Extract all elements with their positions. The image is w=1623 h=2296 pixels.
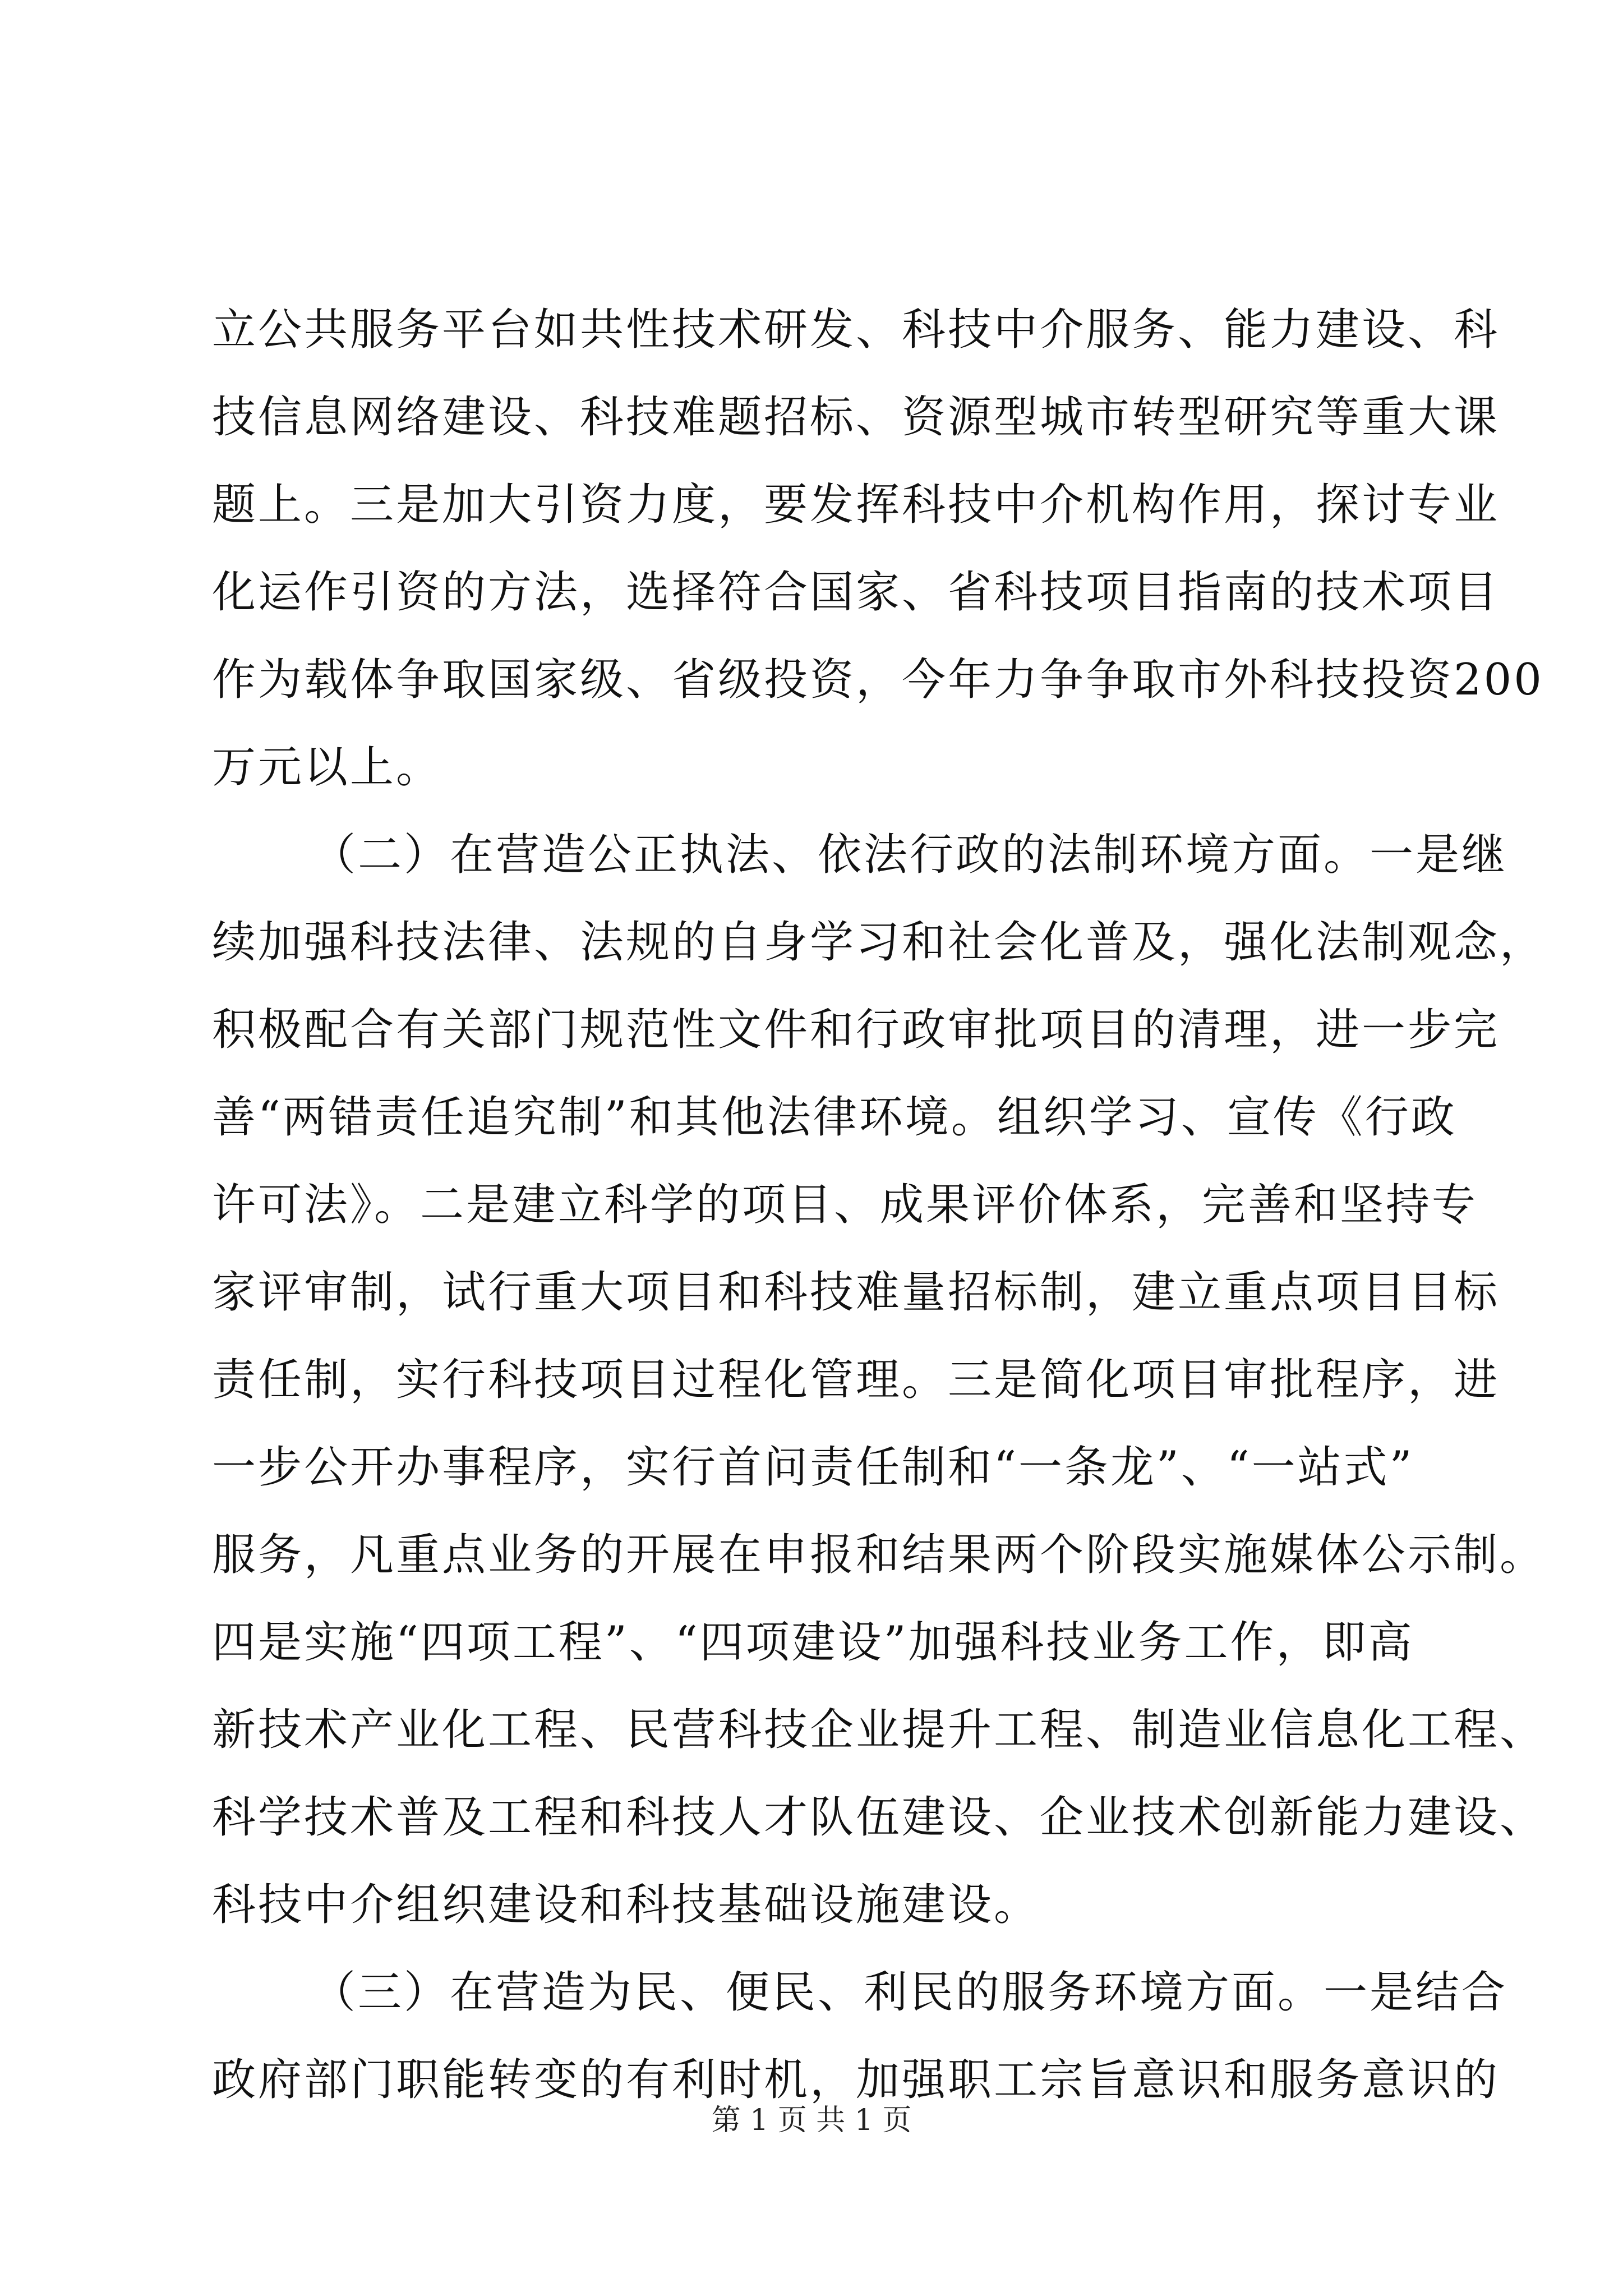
text-line: 服务，凡重点业务的开展在申报和结果两个阶段实施媒体公示制。: [212, 1530, 1546, 1580]
text-line: 科学技术普及工程和科技人才队伍建设、企业技术创新能力建设、: [212, 1792, 1546, 1843]
text-line: 技信息网络建设、科技难题招标、资源型城市转型研究等重大课: [212, 392, 1500, 443]
text-line: 题上。三是加大引资力度，要发挥科技中介机构作用，探讨专业: [212, 480, 1500, 530]
text-line: 化运作引资的方法，选择符合国家、省科技项目指南的技术项目: [212, 567, 1500, 618]
text-line: 责任制，实行科技项目过程化管理。三是简化项目审批程序，进: [212, 1355, 1500, 1405]
text-line: 作为载体争取国家级、省级投资，今年力争争取市外科技投资200: [212, 655, 1544, 705]
text-line: 四是实施“四项工程”、“四项建设”加强科技业务工作，即高: [212, 1617, 1414, 1668]
text-line: 续加强科技法律、法规的自身学习和社会化普及，强化法制观念，: [212, 917, 1546, 968]
text-line: 许可法》。二是建立科学的项目、成果评价体系，完善和坚持专: [212, 1180, 1478, 1230]
text-line: 万元以上。: [212, 742, 442, 793]
text-line: 家评审制，试行重大项目和科技难量招标制，建立重点项目目标: [212, 1267, 1500, 1318]
text-line: 新技术产业化工程、民营科技企业提升工程、制造业信息化工程、: [212, 1705, 1546, 1755]
paragraph-first-line: （三）在营造为民、便民、利民的服务环境方面。一是结合: [312, 1967, 1508, 2018]
text-line: 政府部门职能转变的有利时机，加强职工宗旨意识和服务意识的: [212, 2055, 1500, 2105]
text-line: 积极配合有关部门规范性文件和行政审批项目的清理，进一步完: [212, 1005, 1500, 1055]
page-number-footer: 第 1 页 共 1 页: [711, 2104, 912, 2137]
text-line: 立公共服务平台如共性技术研发、科技中介服务、能力建设、科: [212, 305, 1500, 355]
document-body: [212, 286, 1546, 2124]
paragraph-first-line: （二）在营造公正执法、依法行政的法制环境方面。一是继: [312, 830, 1508, 880]
text-line: 科技中介组织建设和科技基础设施建设。: [212, 1880, 1040, 1930]
text-line: 一步公开办事程序，实行首问责任制和“一条龙”、“一站式”: [212, 1442, 1414, 1493]
text-line: 善“两错责任追究制”和其他法律环境。组织学习、宣传《行政: [212, 1092, 1457, 1143]
